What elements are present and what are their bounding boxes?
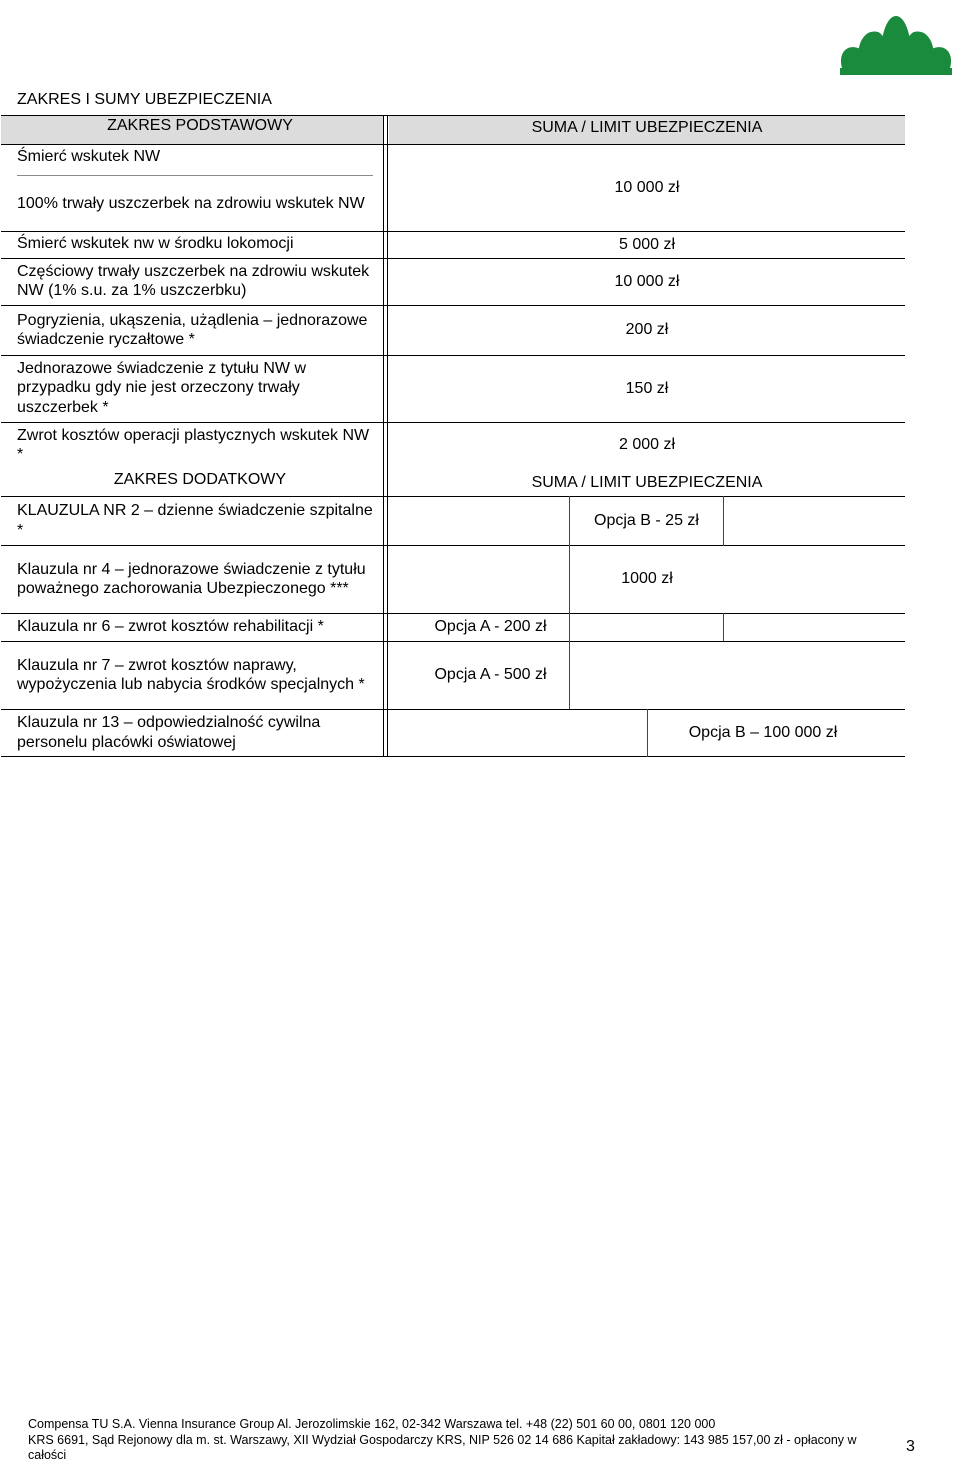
page-number: 3 — [906, 1438, 915, 1455]
basic-row-value: 200 zł — [625, 321, 669, 339]
extra-row-value: Opcja A - 500 zł — [434, 666, 547, 684]
basic-row-label: Częściowy trwały uszczerbek na zdrowiu wskutek NW (1% s.u. za 1% uszczerbku) — [17, 262, 370, 299]
extra-row-value: Opcja A - 200 zł — [434, 618, 547, 636]
footer-registration: KRS 6691, Sąd Rejonowy dla m. st. Warszawy, XII Wydział Gospodarczy KRS, NIP 526 02 14 686 Kapitał zakładowy: 143 985 157,00 zł - opłacony w całości — [28, 1433, 857, 1462]
extra-row-value: Opcja B – 100 000 zł — [688, 724, 838, 742]
extra-scope-header: ZAKRES DODATKOWY — [113, 471, 287, 489]
extra-row-value: 1000 zł — [621, 570, 673, 588]
basic-row-label: Pogryzienia, ukąszenia, użądlenia – jednorazowe świadczenie ryczałtowe * — [17, 311, 368, 348]
extra-sum-limit-header: SUMA / LIMIT UBEZPIECZENIA — [531, 474, 763, 492]
basic-row-value: 5 000 zł — [618, 235, 676, 253]
basic-row-label: Śmierć wskutek NW — [17, 148, 161, 166]
extra-row-label: KLAUZULA NR 2 – dzienne świadczenie szpitalne * — [17, 502, 373, 539]
basic-row-value: 150 zł — [625, 379, 669, 397]
basic-row-label: 100% trwały uszczerbek na zdrowiu wskutek NW — [17, 195, 365, 213]
extra-row-label: Klauzula nr 4 – jednorazowe świadczenie z tytułu poważnego zachorowania Ubezpieczonego *** — [17, 560, 366, 597]
extra-row-label: Klauzula nr 6 – zwrot kosztów rehabilitacji * — [17, 618, 324, 636]
extra-row-label: Klauzula nr 7 – zwrot kosztów naprawy, wypożyczenia lub nabycia środków specjalnych * — [17, 656, 365, 693]
basic-scope-header: ZAKRES PODSTAWOWY — [107, 117, 293, 135]
footer-address: Compensa TU S.A. Vienna Insurance Group Al. Jerozolimskie 162, 02-342 Warszawa tel. +48 (22) 501 60 00, 0801 120 000 — [28, 1417, 716, 1431]
basic-row-value: 10 000 zł — [614, 272, 680, 290]
basic-row-label: Jednorazowe świadczenie z tytułu NW w przypadku gdy nie jest orzeczony trwały uszczerbek * — [17, 359, 307, 416]
basic-row-value: 10 000 zł — [614, 179, 680, 197]
basic-row-label: Śmierć wskutek nw w środku lokomocji — [17, 235, 294, 253]
extra-row-label: Klauzula nr 13 – odpowiedzialność cywilna personelu placówki oświatowej — [17, 714, 321, 751]
page-title: ZAKRES I SUMY UBEZPIECZENIA — [17, 91, 272, 108]
basic-row-value: 2 000 zł — [618, 436, 676, 454]
extra-row-value: Opcja B - 25 zł — [594, 512, 699, 530]
compensa-logo-icon — [838, 10, 954, 76]
basic-row-label: Zwrot kosztów operacji plastycznych wskutek NW * — [17, 426, 370, 463]
sum-limit-header: SUMA / LIMIT UBEZPIECZENIA — [531, 119, 763, 137]
